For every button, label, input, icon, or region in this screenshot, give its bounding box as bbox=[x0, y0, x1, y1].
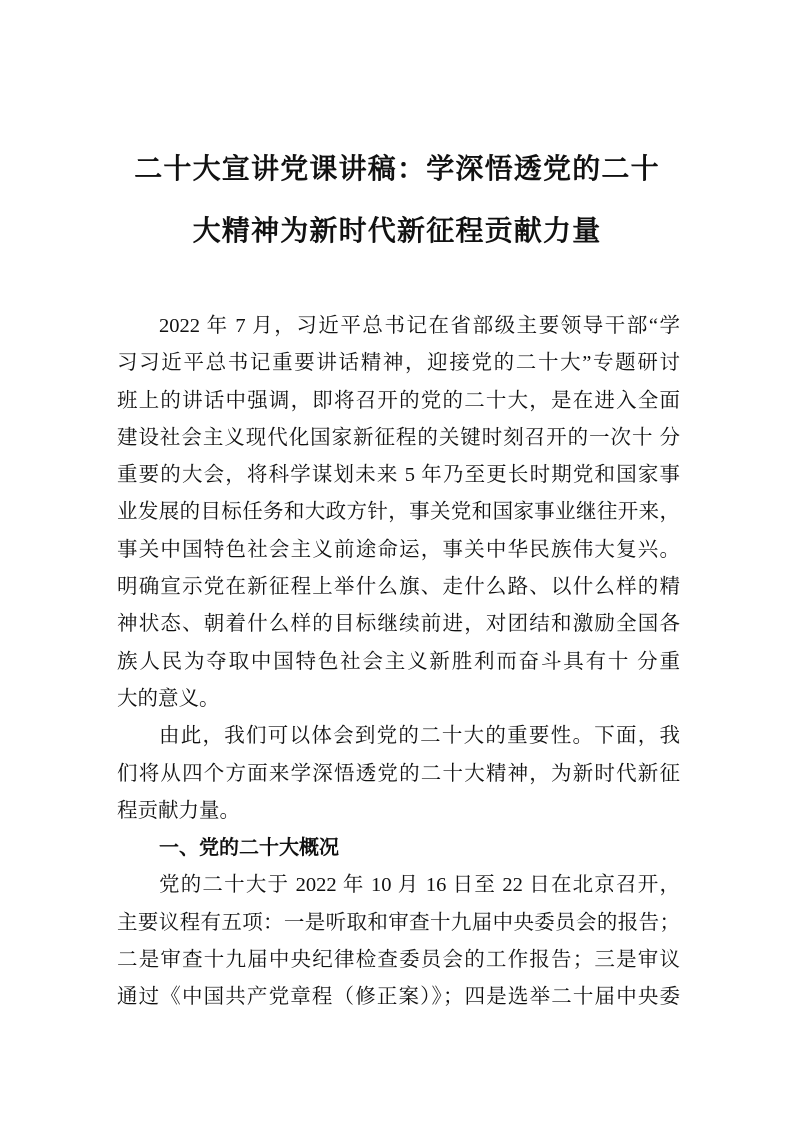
paragraph-line: 重要的大会，将科学谋划未来 5 年乃至更长时期党和国家事 bbox=[117, 464, 680, 487]
paragraph-intro bbox=[117, 308, 680, 718]
paragraph-line: 明确宣示党在新征程上举什么旗、走什么路、以什么样的精 bbox=[117, 576, 680, 599]
paragraph-line: 二是审查十九届中央纪律检查委员会的工作报告；三是审议 bbox=[117, 949, 680, 972]
title-line: 二十大宣讲党课讲稿：学深悟透党的二十 bbox=[134, 154, 660, 185]
document-title bbox=[0, 139, 794, 263]
paragraph-line: 通过《中国共产党章程（修正案）》；四是选举二十届中央委 bbox=[117, 986, 680, 1009]
paragraph-line: 大的意义。 bbox=[117, 687, 220, 710]
paragraph-overview bbox=[117, 867, 680, 1016]
section-heading: 一、党的二十大概况 bbox=[159, 837, 339, 860]
paragraph-line: 事关中国特色社会主义前途命运，事关中华民族伟大复兴。 bbox=[117, 538, 680, 561]
paragraph-line: 程贡献力量。 bbox=[117, 799, 240, 822]
paragraph-line: 党的二十大于 2022 年 10 月 16 日至 22 日在北京召开， bbox=[159, 874, 680, 897]
paragraph-line: 习习近平总书记重要讲话精神，迎接党的二十大”专题研讨 bbox=[117, 352, 680, 375]
paragraph-line: 们将从四个方面来学深悟透党的二十大精神，为新时代新征 bbox=[117, 762, 680, 785]
paragraph-line: 业发展的目标任务和大政方针，事关党和国家事业继往开来， bbox=[117, 501, 680, 524]
paragraph-transition bbox=[117, 718, 680, 830]
paragraph-line: 班上的讲话中强调，即将召开的党的二十大，是在进入全面 bbox=[117, 389, 680, 412]
paragraph-line: 主要议程有五项：一是听取和审查十九届中央委员会的报告； bbox=[117, 911, 680, 934]
paragraph-line: 建设社会主义现代化国家新征程的关键时刻召开的一次十 分 bbox=[117, 426, 680, 449]
paragraph-line: 由此，我们可以体会到党的二十大的重要性。下面，我 bbox=[159, 725, 680, 748]
title-line: 大精神为新时代新征程贡献力量 bbox=[192, 216, 602, 247]
document-body bbox=[117, 308, 680, 1017]
paragraph-line: 神状态、朝着什么样的目标继续前进，对团结和激励全国各 bbox=[117, 613, 680, 636]
paragraph-line: 族人民为夺取中国特色社会主义新胜利而奋斗具有十 分重 bbox=[117, 650, 680, 673]
paragraph-line: 2022 年 7 月，习近平总书记在省部级主要领导干部“学 bbox=[159, 315, 680, 337]
